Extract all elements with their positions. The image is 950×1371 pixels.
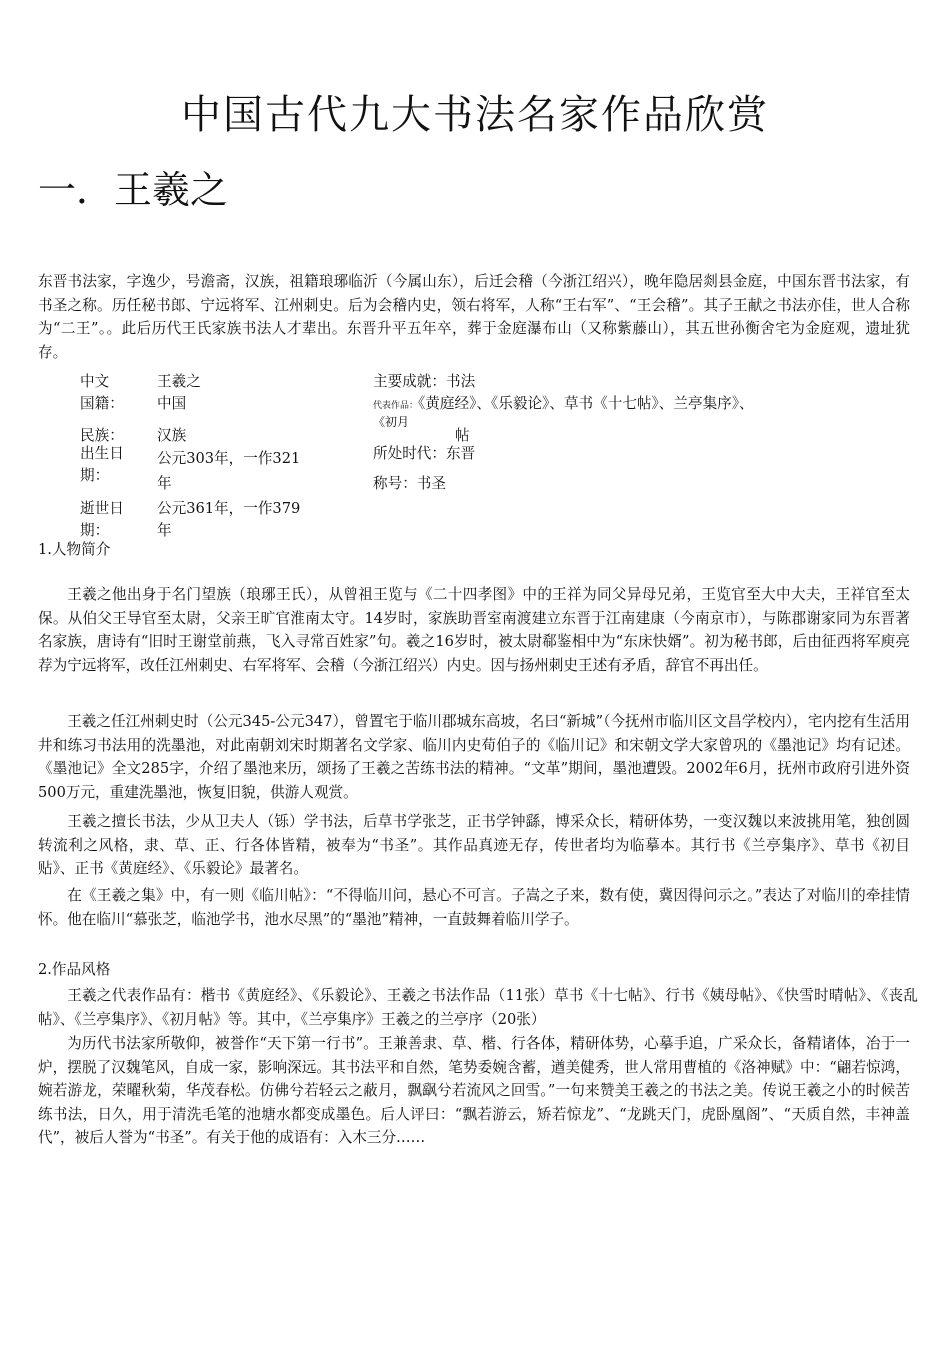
info-cn-name-label: 中文: [80, 373, 110, 390]
section-1-paragraph: 王羲之擅长书法，少从卫夫人（铄）学书法，后草书学张芝，正书学钟繇，博采众长，精研体势，一变汉魏以来波挑用笔，独创圆转流利之风格，隶、草、正、行各体皆精，被奉为“书圣”。其作品真迹无存，传世者均为临摹本。其行书《兰亭集序》、草书《初目贴》、正书《黄庭经》、《乐毅论》最著名。: [38, 813, 910, 877]
info-works-tail: 帖: [455, 427, 470, 444]
info-era: 所处时代：东晋: [373, 445, 476, 462]
info-ethnicity-label: 民族：: [80, 427, 124, 444]
info-death-label-line2: 期：: [80, 522, 110, 539]
info-achievement: 主要成就：书法: [373, 373, 476, 390]
info-works-cut: 《初月: [373, 415, 410, 429]
section-1-paragraph: 王羲之任江州刺史时（公元345-公元347），曾置宅于临川郡城东高坡，名曰“新城”（今抚州市临川区文昌学校内），宅内挖有生活用井和练习书法用的洗墨池，对此南朝刘宋时期著名文学家、临川内史荀伯子的《临川记》和宋朝文学大家曾巩的《墨池记》均有记述。《墨池记》全文285字，介绍了墨池来历，颂扬了王羲之苦练书法的精神。“文革”期间，墨池遭毁。2002年6月，抚州市政府引进外资500万元，重建洗墨池，恢复旧貌，供游人观赏。: [38, 713, 910, 801]
info-nationality-label: 国籍：: [80, 395, 124, 412]
section-1-paragraph: 在《王羲之集》中，有一则《临川帖》：“不得临川问，悬心不可言。子嵩之子来，数有使，冀因得问示之。”表达了对临川的牵挂情怀。他在临川“慕张芝，临池学书，池水尽黑”的“墨池”精神，一直鼓舞着临川学子。: [38, 887, 910, 928]
info-birth-label: 出生日期：: [80, 445, 124, 484]
info-death-value-line1: 公元361年，一作379: [157, 500, 301, 517]
section-1-paragraph: 王羲之他出身于名门望族（琅琊王氏），从曾祖王览与《二十四孝图》中的王祥为同父异母兄弟，王览官至大中大夫，王祥官至太保。从伯父王导官至太尉，父亲王旷官淮南太守。14岁时，家族助晋室南渡建立东晋于江南建康（今南京市），与陈郡谢家同为东晋著名家族，唐诗有“旧时王谢堂前燕，飞入寻常百姓家”句。羲之16岁时，被太尉郗鉴相中为“东床快婿”。初为秘书郎，后由征西将军庾亮荐为宁远将军，改任江州刺史、右军将军、会稽（今浙江绍兴）内史。因与扬州刺史王述有矛盾，辞官不再出任。: [38, 586, 910, 674]
document-title: 中国古代九大书法名家作品欣赏: [181, 92, 769, 138]
intro-paragraph: 东晋书法家，字逸少，号澹斋，汉族，祖籍琅琊临沂（今属山东），后迁会稽（今浙江绍兴），晚年隐居剡县金庭，中国东晋书法家，有书圣之称。历任秘书郎、宁远将军、江州刺史。后为会稽内史，领右将军，人称“王右军”、“王会稽”。其子王献之书法亦佳，世人合称为“二王”。。此后历代王氏家族书法人才辈出。东晋升平五年卒，葬于金庭瀑布山（又称紫藤山），其五世孙衡舍宅为金庭观，遗址犹存。: [38, 273, 910, 361]
info-honor: 称号：书圣: [373, 475, 446, 492]
section-2-paragraph: 王羲之代表作品有：楷书《黄庭经》、《乐毅论》、王羲之书法作品（11张）草书《十七帖》、行书《姨母帖》、《快雪时晴帖》、《丧乱帖》、《兰亭集序》、《初月帖》等。其中，《兰亭集序》王羲之的兰亭序（20张）: [38, 987, 918, 1028]
info-birth-value-line1: 公元303年，一作321: [157, 450, 301, 467]
info-death-value-line2: 年: [157, 522, 172, 539]
info-cn-name-value: 王羲之: [157, 373, 201, 390]
section-2-heading: 2.作品风格: [38, 961, 111, 978]
section-1-heading: 1.人物简介: [38, 541, 111, 558]
info-works: [373, 393, 754, 417]
info-works-label: 代表作品：: [373, 401, 419, 411]
info-death-label-line1: 逝世日: [80, 500, 124, 517]
info-ethnicity-value: 汉族: [157, 427, 187, 444]
info-works-value: 《黄庭经》、《乐毅论》、草书《十七帖》、兰亭集序》、: [418, 395, 754, 412]
section-heading: 一．王羲之: [38, 168, 229, 212]
section-2-paragraph: 为历代书法家所敬仰，被誉作“天下第一行书”。王兼善隶、草、楷、行各体，精研体势，心摹手追，广采众长，备精诸体，冶于一炉，摆脱了汉魏笔风，自成一家，影响深远。其书法平和自然，笔势委婉含蓄，遒美健秀，世人常用曹植的《洛神赋》中：“翩若惊鸿，婉若游龙，荣曜秋菊，华茂春松。仿佛兮若轻云之蔽月，飘飖兮若流风之回雪。”一句来赞美王羲之的书法之美。传说王羲之小的时候苦练书法，日久，用于清洗毛笔的池塘水都变成墨色。后人评曰：“飘若游云，矫若惊龙”、“龙跳天门，虎卧凰阁”、“天质自然，丰神盖代”，被后人誉为“书圣”。有关于他的成语有：入木三分……: [38, 1035, 910, 1146]
info-nationality-value: 中国: [157, 395, 187, 412]
info-birth-value-line2: 年: [157, 475, 172, 492]
